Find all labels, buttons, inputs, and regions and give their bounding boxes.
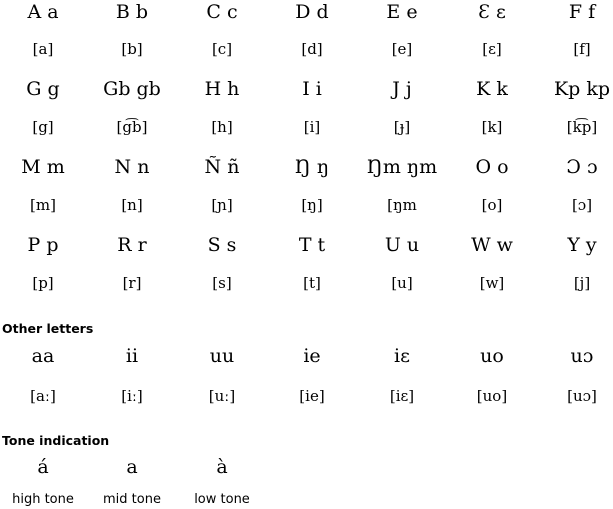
tone-label: mid tone — [103, 492, 161, 507]
letter-glyph: Ñ ñ — [204, 156, 240, 178]
ipa-transcription: [ɔ] — [571, 196, 593, 214]
letter-glyph: N n — [114, 156, 150, 178]
letter-glyph: A a — [27, 1, 59, 23]
other-letters-heading: Other letters — [2, 321, 94, 336]
ipa-transcription: [o] — [481, 196, 503, 214]
ipa-transcription: [u] — [391, 274, 413, 292]
letter-glyph: G g — [26, 78, 60, 100]
other-letter-glyph: aa — [31, 345, 55, 367]
other-letter-ipa: [ie] — [299, 387, 325, 405]
letter-glyph: B b — [115, 1, 149, 23]
ipa-transcription: [g] — [32, 118, 54, 136]
letter-glyph: W w — [471, 234, 513, 256]
ipa-transcription: [n] — [121, 196, 143, 214]
ipa-transcription: [a] — [32, 40, 54, 58]
letter-glyph: E e — [386, 1, 418, 23]
letter-glyph: Y y — [567, 234, 597, 256]
ipa-transcription: [m] — [30, 196, 56, 214]
ipa-transcription: [ŋ] — [301, 196, 323, 214]
other-letter-ipa: [iɛ] — [389, 387, 415, 405]
ipa-transcription: [h] — [211, 118, 233, 136]
ipa-transcription: [j] — [573, 274, 591, 292]
letter-glyph: Ŋm ŋm — [366, 156, 438, 178]
letter-glyph: K k — [476, 78, 508, 100]
ipa-transcription: [ɲ] — [211, 196, 233, 214]
letter-glyph: Ɛ ɛ — [478, 1, 506, 23]
ipa-transcription: [d] — [301, 40, 323, 58]
ipa-transcription: [g͡b] — [116, 118, 148, 136]
other-letter-glyph: iɛ — [394, 345, 410, 367]
ipa-transcription: [k͡p] — [566, 118, 598, 136]
other-letter-glyph: ii — [125, 345, 139, 367]
other-letter-ipa: [uɔ] — [567, 387, 597, 405]
tone-example-letter: à — [216, 456, 228, 478]
letter-glyph: J j — [392, 78, 412, 100]
letter-glyph: O o — [475, 156, 509, 178]
tone-example-letter: á — [37, 456, 49, 478]
ipa-transcription: [b] — [121, 40, 143, 58]
letter-glyph: D d — [295, 1, 329, 23]
letter-glyph: Kp kp — [553, 78, 611, 100]
other-letter-glyph: uo — [480, 345, 504, 367]
letter-glyph: Ɔ ɔ — [566, 156, 598, 178]
ipa-transcription: [ɛ] — [482, 40, 502, 58]
ipa-transcription: [ɟ] — [393, 118, 411, 136]
letter-glyph: M m — [21, 156, 65, 178]
letter-glyph: F f — [568, 1, 596, 23]
ipa-transcription: [f] — [573, 40, 591, 58]
ipa-transcription: [p] — [32, 274, 54, 292]
tone-example-letter: a — [126, 456, 138, 478]
ipa-transcription: [ŋm — [387, 196, 417, 214]
other-letter-glyph: uu — [209, 345, 235, 367]
letter-glyph: H h — [204, 78, 240, 100]
letter-glyph: P p — [27, 234, 59, 256]
other-letter-ipa: [uo] — [476, 387, 508, 405]
tone-label: low tone — [194, 492, 250, 507]
tone-label: high tone — [12, 492, 74, 507]
letter-glyph: Ŋ ŋ — [294, 156, 330, 178]
letter-glyph: I i — [302, 78, 322, 100]
ipa-transcription: [k] — [481, 118, 503, 136]
ipa-transcription: [r] — [122, 274, 142, 292]
tone-indication-heading: Tone indication — [2, 433, 110, 448]
other-letter-glyph: uɔ — [570, 345, 594, 367]
other-letter-ipa: [aː] — [30, 387, 56, 405]
ipa-transcription: [i] — [303, 118, 321, 136]
letter-glyph: C c — [206, 1, 238, 23]
ipa-transcription: [s] — [212, 274, 232, 292]
other-letter-ipa: [iː] — [121, 387, 143, 405]
ipa-transcription: [e] — [391, 40, 413, 58]
ipa-transcription: [c] — [211, 40, 233, 58]
letter-glyph: Gb gb — [103, 78, 161, 100]
ipa-transcription: [w] — [479, 274, 505, 292]
letter-glyph: U u — [384, 234, 420, 256]
other-letter-glyph: ie — [303, 345, 321, 367]
letter-glyph: R r — [117, 234, 147, 256]
ipa-transcription: [t] — [303, 274, 321, 292]
letter-glyph: T t — [298, 234, 326, 256]
other-letter-ipa: [uː] — [208, 387, 236, 405]
letter-glyph: S s — [207, 234, 237, 256]
